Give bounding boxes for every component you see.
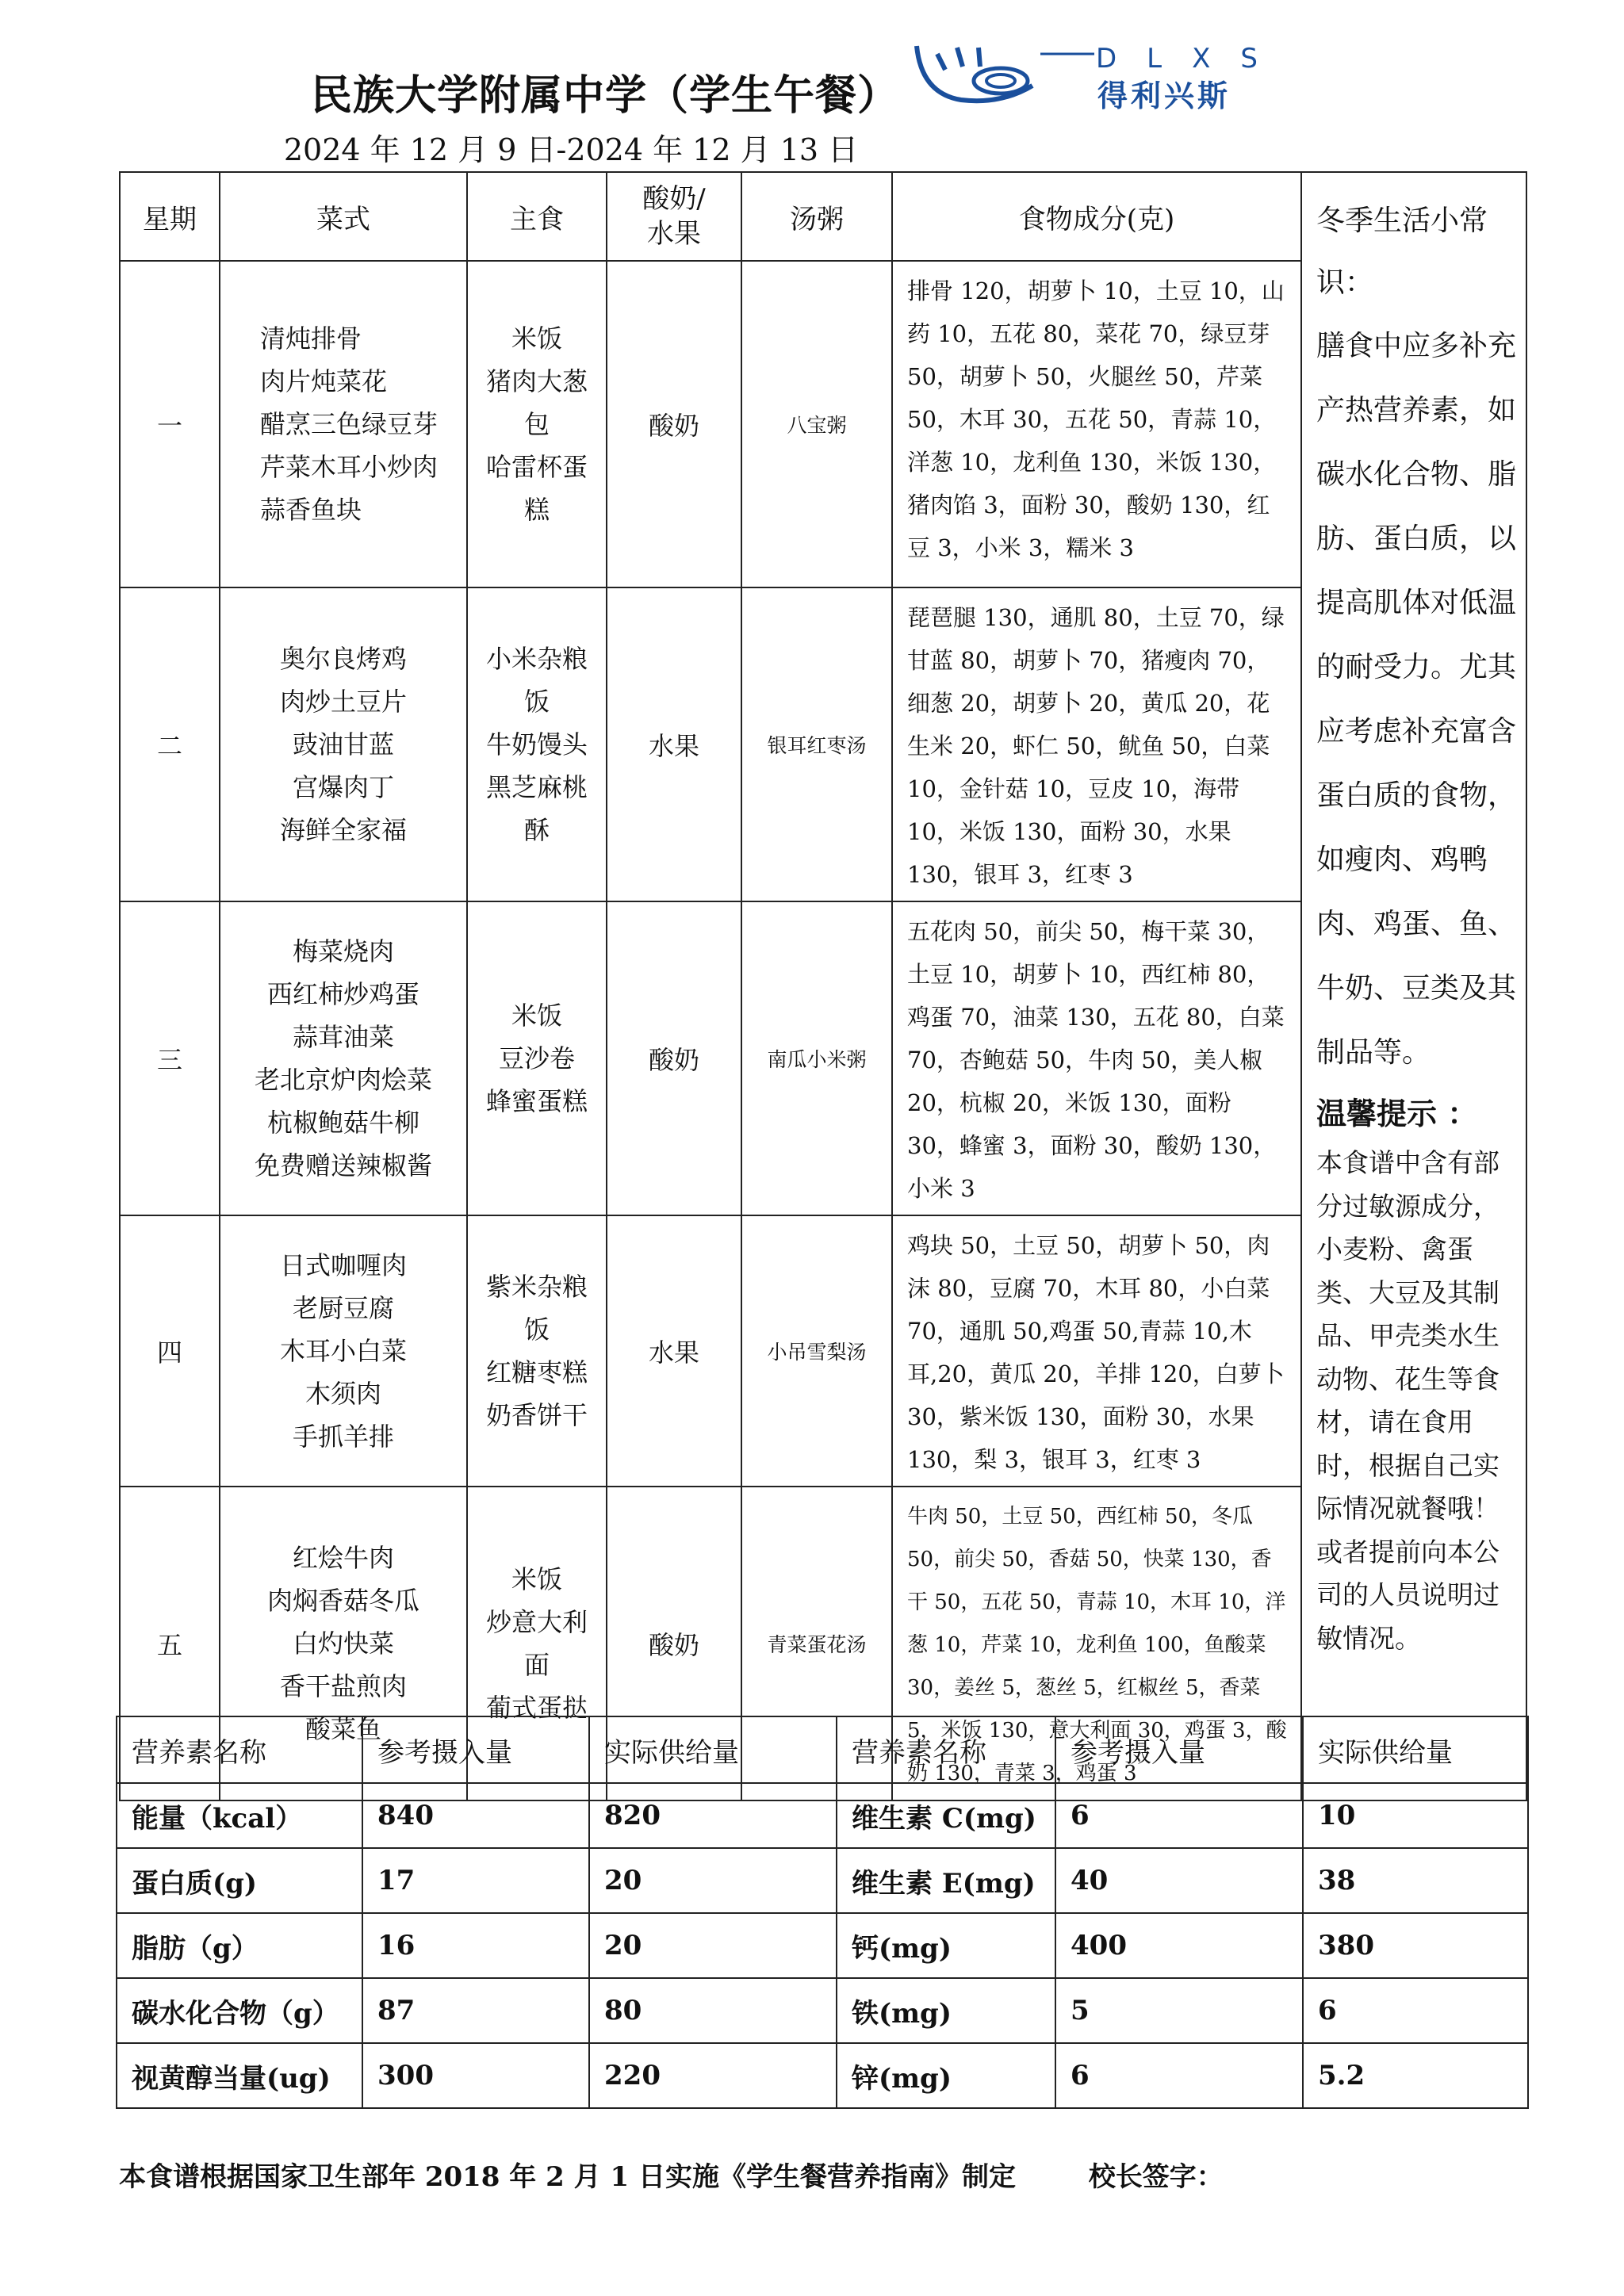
actual-supply: 5.2 xyxy=(1303,2043,1528,2108)
staple-item: 紫米杂粮 xyxy=(485,1272,588,1302)
staple-item: 奶香饼干 xyxy=(485,1400,588,1430)
actual-supply: 10 xyxy=(1303,1783,1528,1848)
dish-item: 醋烹三色绿豆芽 xyxy=(260,409,439,439)
dish-item: 老厨豆腐 xyxy=(292,1293,394,1323)
dishes-cell xyxy=(220,901,467,1215)
staple-item: 黑芝麻桃 xyxy=(485,772,588,802)
dish-item: 肉炒土豆片 xyxy=(279,687,407,717)
staple-item: 米饭 xyxy=(511,1001,562,1031)
dish-item: 清炖排骨 xyxy=(260,323,362,354)
footer-note xyxy=(119,2155,1224,2194)
reference-intake: 87 xyxy=(362,1978,589,2043)
nutrition-header-cell: 实际供给量 xyxy=(1303,1716,1528,1783)
col-header-soup: 汤粥 xyxy=(741,172,892,261)
dish-item: 蒜茸油菜 xyxy=(292,1022,394,1052)
actual-supply: 38 xyxy=(1303,1848,1528,1913)
reference-intake: 40 xyxy=(1055,1848,1303,1913)
logo-text-en: DLXS xyxy=(1096,43,1288,75)
dishes-cell xyxy=(220,587,467,901)
date-range: 2024 年 12 月 9 日-2024 年 12 月 13 日 xyxy=(283,132,859,167)
nutrition-header-cell: 参考摄入量 xyxy=(1055,1716,1303,1783)
table-row xyxy=(117,2043,1528,2108)
soup-cell: 小吊雪梨汤 xyxy=(741,1215,892,1487)
staple-item: 猪肉大葱 xyxy=(485,366,588,396)
staple-item: 面 xyxy=(523,1650,550,1680)
dish-item: 日式咖喱肉 xyxy=(279,1250,407,1280)
reference-intake: 17 xyxy=(362,1848,589,1913)
staple-cell xyxy=(467,261,607,587)
dish-item: 酸菜鱼 xyxy=(304,1714,381,1744)
staple-item: 包 xyxy=(523,409,550,439)
ingredients-cell: 鸡块 50，土豆 50，胡萝卜 50，肉沫 80，豆腐 70，木耳 80，小白菜 70，通肌 50,鸡蛋 50,青蒜 10,木耳,20，黄瓜 20，羊排 120，白萝卜 30，紫米饭 130，面粉 30，水果 130，梨 3，银耳 3，红枣 3 xyxy=(892,1215,1301,1487)
dishes-cell xyxy=(220,261,467,587)
nutrition-header-cell: 参考摄入量 xyxy=(362,1716,589,1783)
dish-item: 蒜香鱼块 xyxy=(260,495,362,525)
col-header-yogurt-fruit: 酸奶/ 水果 xyxy=(607,172,741,261)
staple-cell xyxy=(467,587,607,901)
staple-item: 饭 xyxy=(523,1314,550,1345)
dish-item: 西红柿炒鸡蛋 xyxy=(266,979,419,1009)
yogurt-fruit-cell: 酸奶 xyxy=(607,1487,741,1800)
dish-item: 奥尔良烤鸡 xyxy=(279,644,407,674)
nutrient-name: 维生素 C(mg) xyxy=(837,1783,1055,1848)
nutrient-name: 视黄醇当量(ug) xyxy=(117,2043,362,2108)
sidebar-title: 冬季生活小常识： xyxy=(1316,205,1488,299)
dish-item: 香干盐煎肉 xyxy=(279,1671,407,1701)
actual-supply: 80 xyxy=(589,1978,837,2043)
staple-item: 蜂蜜蛋糕 xyxy=(485,1086,588,1116)
ingredients-cell: 琵琶腿 130，通肌 80，土豆 70，绿甘蓝 80，胡萝卜 70，猪瘦肉 70，细葱 20，胡萝卜 20，黄瓜 20，花生米 20，虾仁 50，鱿鱼 50，白菜 10，金针菇 10，豆皮 10，海带 10，米饭 130，面粉 30，水果 130，银耳 3，红枣 3 xyxy=(892,587,1301,901)
actual-supply: 220 xyxy=(589,2043,837,2108)
ingredients-cell: 排骨 120，胡萝卜 10，土豆 10，山药 10，五花 80，菜花 70，绿豆芽 50，胡萝卜 50，火腿丝 50，芹菜 50，木耳 30，五花 50，青蒜 10，洋葱 10，龙利鱼 130，米饭 130，猪肉馅 3，面粉 30，酸奶 130，红豆 3，小米 3，糯米 3 xyxy=(892,261,1301,587)
col-header-staple: 主食 xyxy=(467,172,607,261)
dish-item: 老北京炉肉烩菜 xyxy=(254,1065,432,1095)
staple-item: 牛奶馒头 xyxy=(485,729,588,760)
soup-cell: 南瓜小米粥 xyxy=(741,901,892,1215)
dish-item: 杭椒鲍菇牛柳 xyxy=(266,1108,419,1138)
reference-intake: 5 xyxy=(1055,1978,1303,2043)
soup-cell: 八宝粥 xyxy=(741,261,892,587)
soup-cell: 银耳红枣汤 xyxy=(741,587,892,901)
staple-item: 豆沙卷 xyxy=(498,1043,575,1073)
soup-cell: 青菜蛋花汤 xyxy=(741,1487,892,1800)
page-title: 民族大学附属中学（学生午餐） xyxy=(311,71,900,120)
logo-text-cn: 得利兴斯 xyxy=(1097,78,1231,113)
actual-supply: 20 xyxy=(589,1913,837,1978)
reference-intake: 840 xyxy=(362,1783,589,1848)
yogurt-fruit-cell: 酸奶 xyxy=(607,901,741,1215)
col-header-ingredients: 食物成分(克) xyxy=(892,172,1301,261)
reference-intake: 6 xyxy=(1055,1783,1303,1848)
actual-supply: 20 xyxy=(589,1848,837,1913)
sidebar-text: 膳食中应多补充产热营养素，如碳水化合物、脂肪、蛋白质，以提高肌体对低温的耐受力。尤其应考虑补充富含蛋白质的食物，如瘦肉、鸡鸭肉、鸡蛋、鱼、牛奶、豆类及其制品等。 xyxy=(1316,330,1517,1069)
col-header-dishes: 菜式 xyxy=(220,172,467,261)
staple-item: 米饭 xyxy=(511,323,562,354)
ingredients-cell: 五花肉 50，前尖 50，梅干菜 30，土豆 10，胡萝卜 10，西红柿 80，鸡蛋 70，油菜 130，五花 80，白菜 70，杏鲍菇 50，牛肉 50，美人椒 20，杭椒 20，米饭 130，面粉 30，蜂蜜 3，面粉 30，酸奶 130，小米 3 xyxy=(892,901,1301,1215)
dish-item: 木须肉 xyxy=(304,1379,381,1409)
menu-table xyxy=(119,171,1527,1801)
dish-item: 海鲜全家福 xyxy=(279,815,407,845)
reference-intake: 16 xyxy=(362,1913,589,1978)
yogurt-fruit-cell: 酸奶 xyxy=(607,261,741,587)
day-label: 三 xyxy=(120,901,220,1215)
warning-text: 本食谱中含有部分过敏源成分，小麦粉、禽蛋类、大豆及其制品、甲壳类水生动物、花生等食材，请在食用时，根据自己实际情况就餐哦！或者提前向本公司的人员说明过敏情况。 xyxy=(1316,1147,1500,1654)
staple-item: 小米杂粮 xyxy=(485,644,588,674)
nutrient-name: 钙(mg) xyxy=(837,1913,1055,1978)
table-row xyxy=(117,1978,1528,2043)
nutrition-header-cell: 实际供给量 xyxy=(589,1716,837,1783)
nutrition-header-row xyxy=(117,1716,1528,1783)
dish-item: 白灼快菜 xyxy=(292,1628,394,1659)
nutrient-name: 维生素 E(mg) xyxy=(837,1848,1055,1913)
table-row xyxy=(117,1913,1528,1978)
dish-item: 梅菜烧肉 xyxy=(292,936,394,966)
staple-item: 哈雷杯蛋 xyxy=(485,452,588,482)
dish-item: 红烩牛肉 xyxy=(292,1543,394,1573)
dish-item: 芹菜木耳小炒肉 xyxy=(260,452,439,482)
day-label: 二 xyxy=(120,587,220,901)
table-row xyxy=(117,1783,1528,1848)
staple-item: 炒意大利 xyxy=(485,1607,588,1637)
nutrient-name: 蛋白质(g) xyxy=(117,1848,362,1913)
actual-supply: 380 xyxy=(1303,1913,1528,1978)
nutrition-header-cell: 营养素名称 xyxy=(117,1716,362,1783)
signature-label: 校长签字： xyxy=(1088,2161,1224,2193)
staple-cell xyxy=(467,1215,607,1487)
dishes-cell xyxy=(220,1215,467,1487)
dish-item: 免费赠送辣椒酱 xyxy=(254,1150,432,1181)
logo-swirl-icon xyxy=(914,38,1096,111)
dish-item: 肉焖香菇冬瓜 xyxy=(266,1586,419,1616)
staple-item: 红糖枣糕 xyxy=(485,1357,588,1387)
nutrient-name: 脂肪（g） xyxy=(117,1913,362,1978)
footer-text: 本食谱根据国家卫生部年 2018 年 2 月 1 日实施《学生餐营养指南》制定 xyxy=(119,2161,1016,2193)
actual-supply: 820 xyxy=(589,1783,837,1848)
warning-title: 温馨提示 ： xyxy=(1316,1096,1478,1131)
day-label: 一 xyxy=(120,261,220,587)
ingredients-cell: 牛肉 50，土豆 50，西红柿 50，冬瓜 50，前尖 50，香菇 50，快菜 130，香干 50，五花 50，青蒜 10，木耳 10，洋葱 10，芹菜 10，龙利鱼 100，鱼酸菜 30，姜丝 5，葱丝 5，红椒丝 5，香菜 5，米饭 130，意大利面 30，鸡蛋 3，酸奶 130，青菜 3，鸡蛋 3 xyxy=(892,1487,1301,1800)
staple-item: 葡式蛋挞 xyxy=(485,1693,588,1723)
nutrient-name: 锌(mg) xyxy=(837,2043,1055,2108)
staple-item: 米饭 xyxy=(511,1564,562,1594)
dish-item: 宫爆肉丁 xyxy=(292,772,394,802)
staple-item: 酥 xyxy=(523,815,550,845)
nutrient-name: 碳水化合物（g） xyxy=(117,1978,362,2043)
nutrient-name: 能量（kcal） xyxy=(117,1783,362,1848)
reference-intake: 400 xyxy=(1055,1913,1303,1978)
sidebar-tips xyxy=(1301,172,1526,1800)
dish-item: 木耳小白菜 xyxy=(279,1336,407,1366)
col-header-day: 星期 xyxy=(120,172,220,261)
dish-item: 肉片炖菜花 xyxy=(260,366,388,396)
staple-item: 饭 xyxy=(523,687,550,717)
day-label: 四 xyxy=(120,1215,220,1487)
reference-intake: 6 xyxy=(1055,2043,1303,2108)
menu-header-row xyxy=(120,172,1526,261)
dish-item: 豉油甘蓝 xyxy=(292,729,394,760)
nutrient-name: 铁(mg) xyxy=(837,1978,1055,2043)
yogurt-fruit-cell: 水果 xyxy=(607,1215,741,1487)
nutrition-table xyxy=(116,1716,1529,2109)
staple-item: 糕 xyxy=(523,495,550,525)
staple-cell xyxy=(467,901,607,1215)
table-row xyxy=(117,1848,1528,1913)
day-label: 五 xyxy=(120,1487,220,1800)
reference-intake: 300 xyxy=(362,2043,589,2108)
yogurt-fruit-cell: 水果 xyxy=(607,587,741,901)
actual-supply: 6 xyxy=(1303,1978,1528,2043)
company-logo xyxy=(914,38,1342,111)
dish-item: 手抓羊排 xyxy=(292,1422,394,1452)
nutrition-header-cell: 营养素名称 xyxy=(837,1716,1055,1783)
